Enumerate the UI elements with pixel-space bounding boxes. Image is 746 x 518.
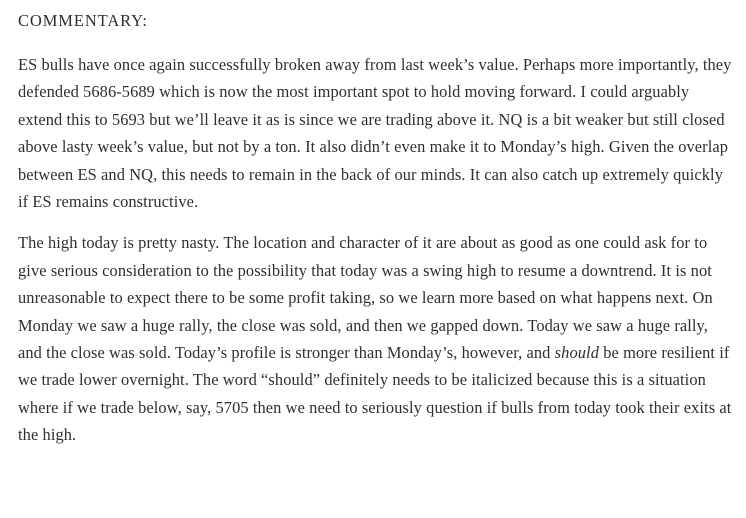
paragraph-2 xyxy=(18,229,733,448)
commentary-article xyxy=(18,0,733,449)
emphasized-word: should xyxy=(554,343,599,363)
commentary-heading: COMMENTARY: xyxy=(18,11,148,30)
paragraph-2-text-before: The high today is pretty nasty. The location and character of it are about as good as one could ask for to give serious consideration to the possibility that today was a swing high to resume a downtrend. It is not unreasonable to expect there to be some profit taking, so we learn more based on what happens next. On Monday we saw a huge rally, the close was sold, and then we gapped down. Today we saw a huge rally, and the close was sold. Today’s profile is stronger than Monday’s, however, and xyxy=(18,233,713,363)
paragraph-2-text-after: be more resilient if we trade lower overnight. The word “should” definitely needs to be italicized because this is a situation where if we trade below, say, 5705 then we need to seriously question if bulls from today took their exits at the high. xyxy=(18,343,732,445)
paragraph-1: ES bulls have once again successfully broken away from last week’s value. Perhaps more importantly, they defended 5686-5689 which is now the most important spot to hold moving forward. I could arguably extend this to 5693 but we’ll leave it as is since we are trading above it. NQ is a bit weaker but still closed above lasty week’s value, but not by a ton. It also didn’t even make it to Monday’s high. Given the overlap between ES and NQ, this needs to remain in the back of our minds. It can also catch up extremely quickly if ES remains constructive. xyxy=(18,55,732,212)
